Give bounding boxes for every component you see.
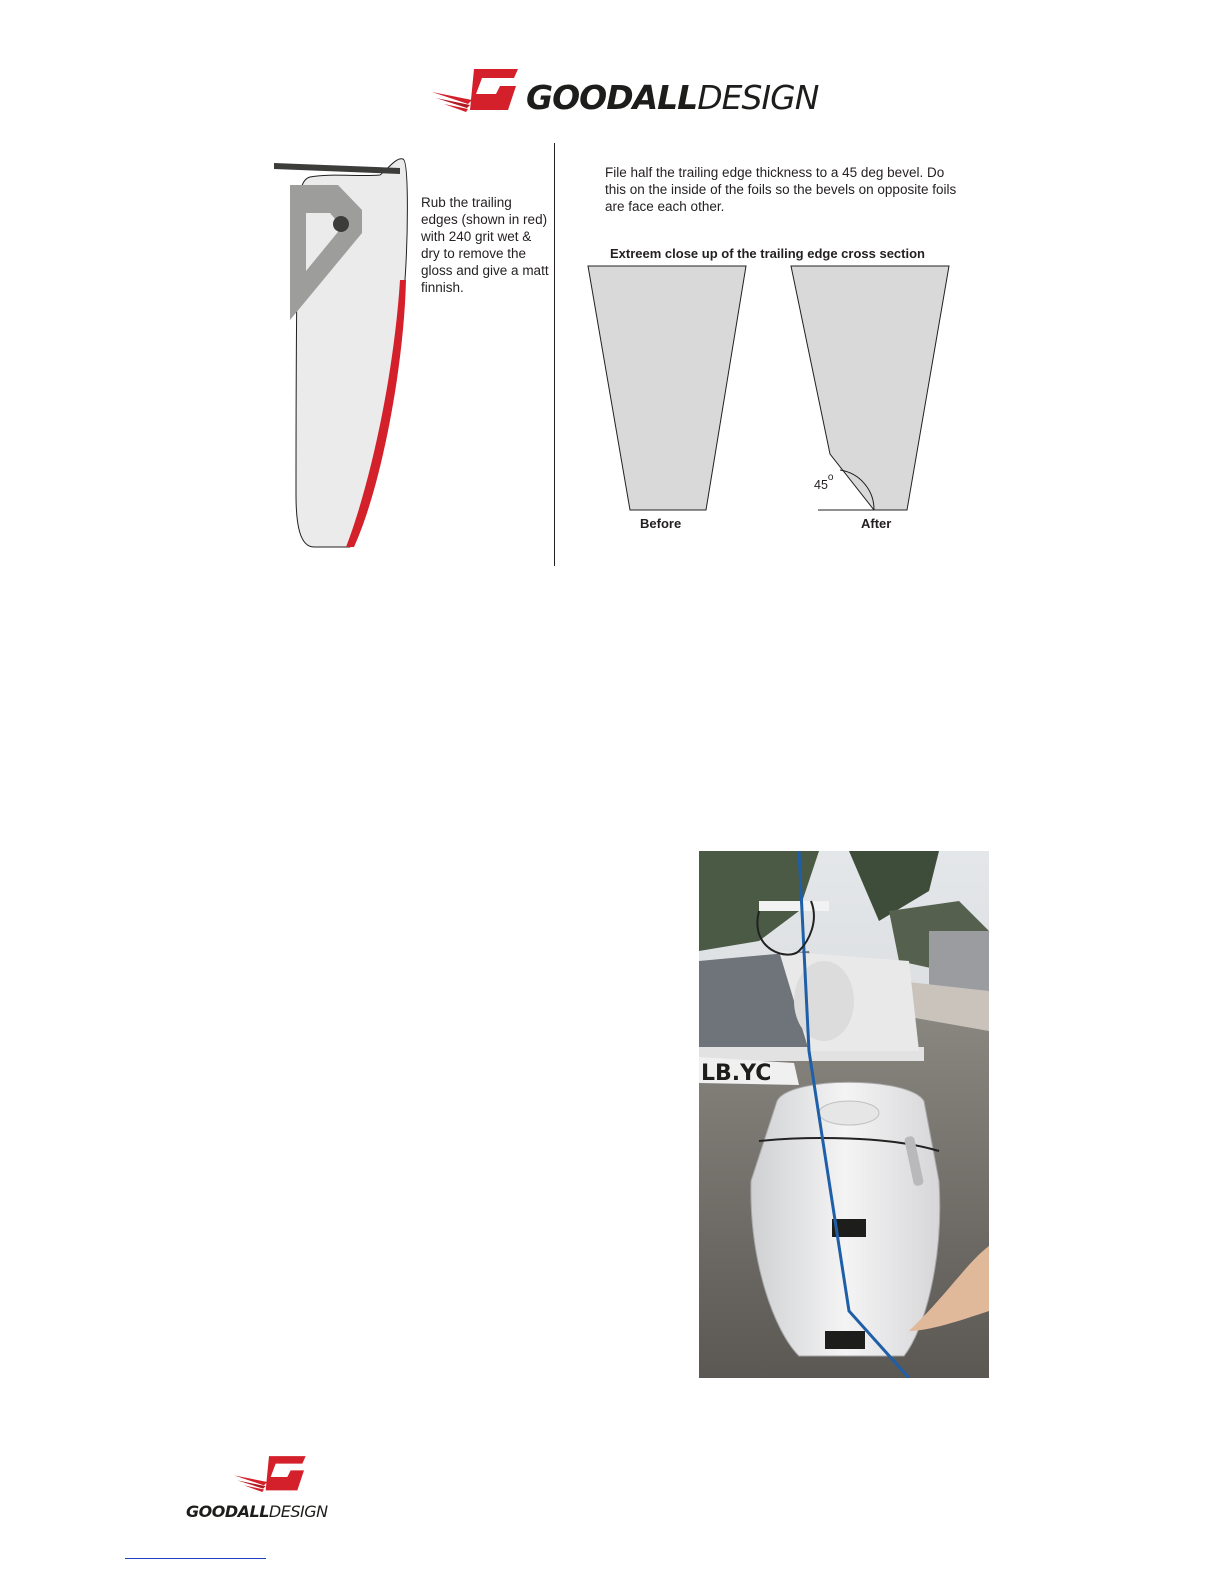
header-logo <box>430 64 830 124</box>
right-figure-note: File half the trailing edge thickness to a 45 deg bevel. Do this on the inside of the foils so the bevels on opposite foils are face each other. <box>605 165 957 214</box>
degree-symbol: o <box>827 472 834 483</box>
footer-logo <box>186 1452 346 1524</box>
vertical-divider <box>554 143 555 566</box>
footer-link-underline[interactable] <box>125 1558 266 1559</box>
hull-photo <box>699 851 989 1378</box>
footer-logo-wordmark: GOODALLDESIGN <box>186 1502 328 1521</box>
svg-text:LB.YC: LB.YC <box>701 1061 772 1086</box>
cross-section-before <box>587 264 747 514</box>
rudder-tiller-bar <box>274 163 400 174</box>
goodall-g-emblem-icon <box>430 64 530 124</box>
cross-section-heading: Extreem close up of the trailing edge cross section <box>610 246 925 261</box>
foil-diagram <box>270 155 420 555</box>
pivot-bolt-icon <box>333 216 349 232</box>
after-label: After <box>861 516 892 531</box>
angle-label: 45$^o$ <box>814 472 834 493</box>
before-label: Before <box>640 516 682 531</box>
cross-section-after <box>780 264 960 514</box>
left-figure-note: Rub the trailing edges (shown in red) with 240 grit wet & dry to remove the gloss and give a matt finnish. <box>421 195 549 295</box>
goodall-g-emblem-footer-icon <box>224 1452 324 1502</box>
header-logo-wordmark: GOODALLDESIGN <box>526 78 819 117</box>
